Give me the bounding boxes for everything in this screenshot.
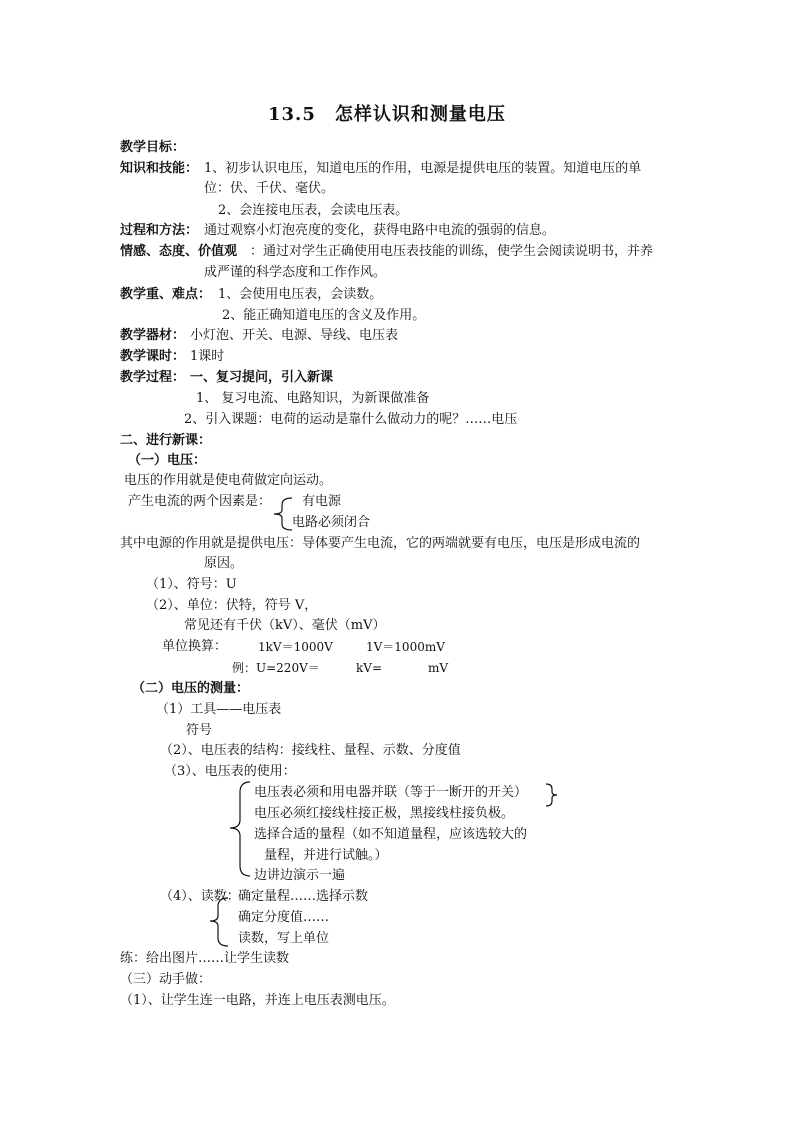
goals-heading: 教学目标：	[120, 140, 186, 155]
process-step-1: 一、复习提问，引入新课	[190, 370, 334, 385]
usage-line: （3）、电压表的使用：	[164, 764, 296, 779]
conversion-2: 1V＝1000mV	[366, 640, 445, 654]
tool-line: （1）工具——电压表	[156, 702, 282, 717]
usage-item-1-brace	[544, 782, 560, 808]
key-point-1: 1、会使用电压表，会读数。	[218, 287, 383, 302]
usage-item-2: 电压必须红接线柱接正极，黑接线柱接负极。	[254, 806, 515, 821]
knowledge-text-1a: 1、初步认识电压，知道电压的作用，电源是提供电压的装置。知道电压的单	[204, 161, 642, 176]
key-points-label: 教学重、难点：	[120, 287, 212, 302]
reading-item-3: 读数，写上单位	[238, 931, 330, 946]
key-point-2: 2、能正确知道电压的含义及作用。	[222, 308, 426, 323]
process-step-1-item-2: 2、引入课题：电荷的运动是靠什么做动力的呢？……电压	[184, 412, 518, 427]
example-label: 例：U=220V＝	[232, 661, 320, 675]
conversion-1: 1kV＝1000V	[258, 640, 333, 654]
example-mv: mV	[428, 661, 449, 675]
symbol-line: （1）、符号：U	[146, 577, 237, 592]
part3-heading: （三）动手做：	[120, 972, 212, 987]
knowledge-text-2: 2、会连接电压表，会读电压表。	[218, 203, 409, 218]
knowledge-label: 知识和技能：	[120, 161, 199, 176]
process-text: 通过观察小灯泡亮度的变化，获得电路中电流的强弱的信息。	[204, 223, 556, 238]
factors-label: 产生电流的两个因素是：	[128, 494, 272, 509]
structure-line: （2）、电压表的结构：接线柱、量程、示数、分度值	[160, 743, 461, 758]
usage-item-1: 电压表必须和用电器并联（等于一断开的开关）	[254, 785, 528, 800]
reading-brace	[206, 896, 232, 948]
emotion-text-b: 成严谨的科学态度和工作作风。	[204, 265, 387, 280]
usage-item-4: 边讲边演示一遍	[254, 868, 346, 883]
usage-brace	[226, 780, 256, 880]
source-text-b: 原因。	[204, 556, 244, 571]
reading-item-1: 确定量程……选择示数	[238, 889, 369, 904]
process-step-1-item-1: 1、 复习电流、电路知识，为新课做准备	[196, 391, 430, 406]
factors-brace	[270, 496, 294, 532]
hours-label: 教学课时：	[120, 349, 186, 364]
part1-heading: （一）电压：	[128, 453, 207, 468]
part2-heading: （二）电压的测量：	[132, 681, 250, 696]
conversion-label: 单位换算：	[162, 639, 228, 654]
source-text-a: 其中电源的作用就是提供电压：导体要产生电流，它的两端就要有电压，电压是形成电流的	[120, 536, 641, 551]
knowledge-text-1b: 位：伏、千伏、毫伏。	[204, 181, 335, 196]
factor-2: 电路必须闭合	[292, 515, 371, 530]
hours-text: 1课时	[190, 349, 225, 364]
process-step-label: 教学过程：	[120, 370, 186, 385]
usage-item-3a: 选择合适的量程（如不知道量程，应该选较大的	[254, 827, 528, 842]
unit-line: （2）、单位：伏特，符号 V，	[146, 598, 318, 613]
reading-label: （4）、读数：	[160, 889, 240, 904]
factor-1: 有电源	[302, 494, 342, 509]
tool-symbol: 符号	[186, 723, 213, 738]
practice-line: 练：给出图片……让学生读数	[120, 951, 290, 966]
emotion-text-a: ：通过对学生正确使用电压表技能的训练，使学生会阅读说明书，并养	[250, 244, 654, 259]
process-label: 过程和方法：	[120, 223, 199, 238]
usage-item-3b: 量程，并进行试触。）	[264, 848, 388, 863]
emotion-label: 情感、态度、价值观	[120, 244, 238, 259]
example-kv: kV=	[356, 661, 382, 675]
part1-line-1: 电压的作用就是使电荷做定向运动。	[124, 473, 333, 488]
reading-item-2: 确定分度值……	[238, 910, 330, 925]
equipment-text: 小灯泡、开关、电源、导线、电压表	[190, 328, 399, 343]
units-other: 常见还有千伏（kV）、毫伏（mV）	[184, 618, 386, 633]
new-lesson-heading: 二、进行新课：	[120, 433, 212, 448]
equipment-label: 教学器材：	[120, 328, 186, 343]
page-title: 13.5 怎样认识和测量电压	[268, 104, 506, 125]
part3-item-1: （1）、让学生连一电路，并连上电压表测电压。	[120, 993, 395, 1008]
